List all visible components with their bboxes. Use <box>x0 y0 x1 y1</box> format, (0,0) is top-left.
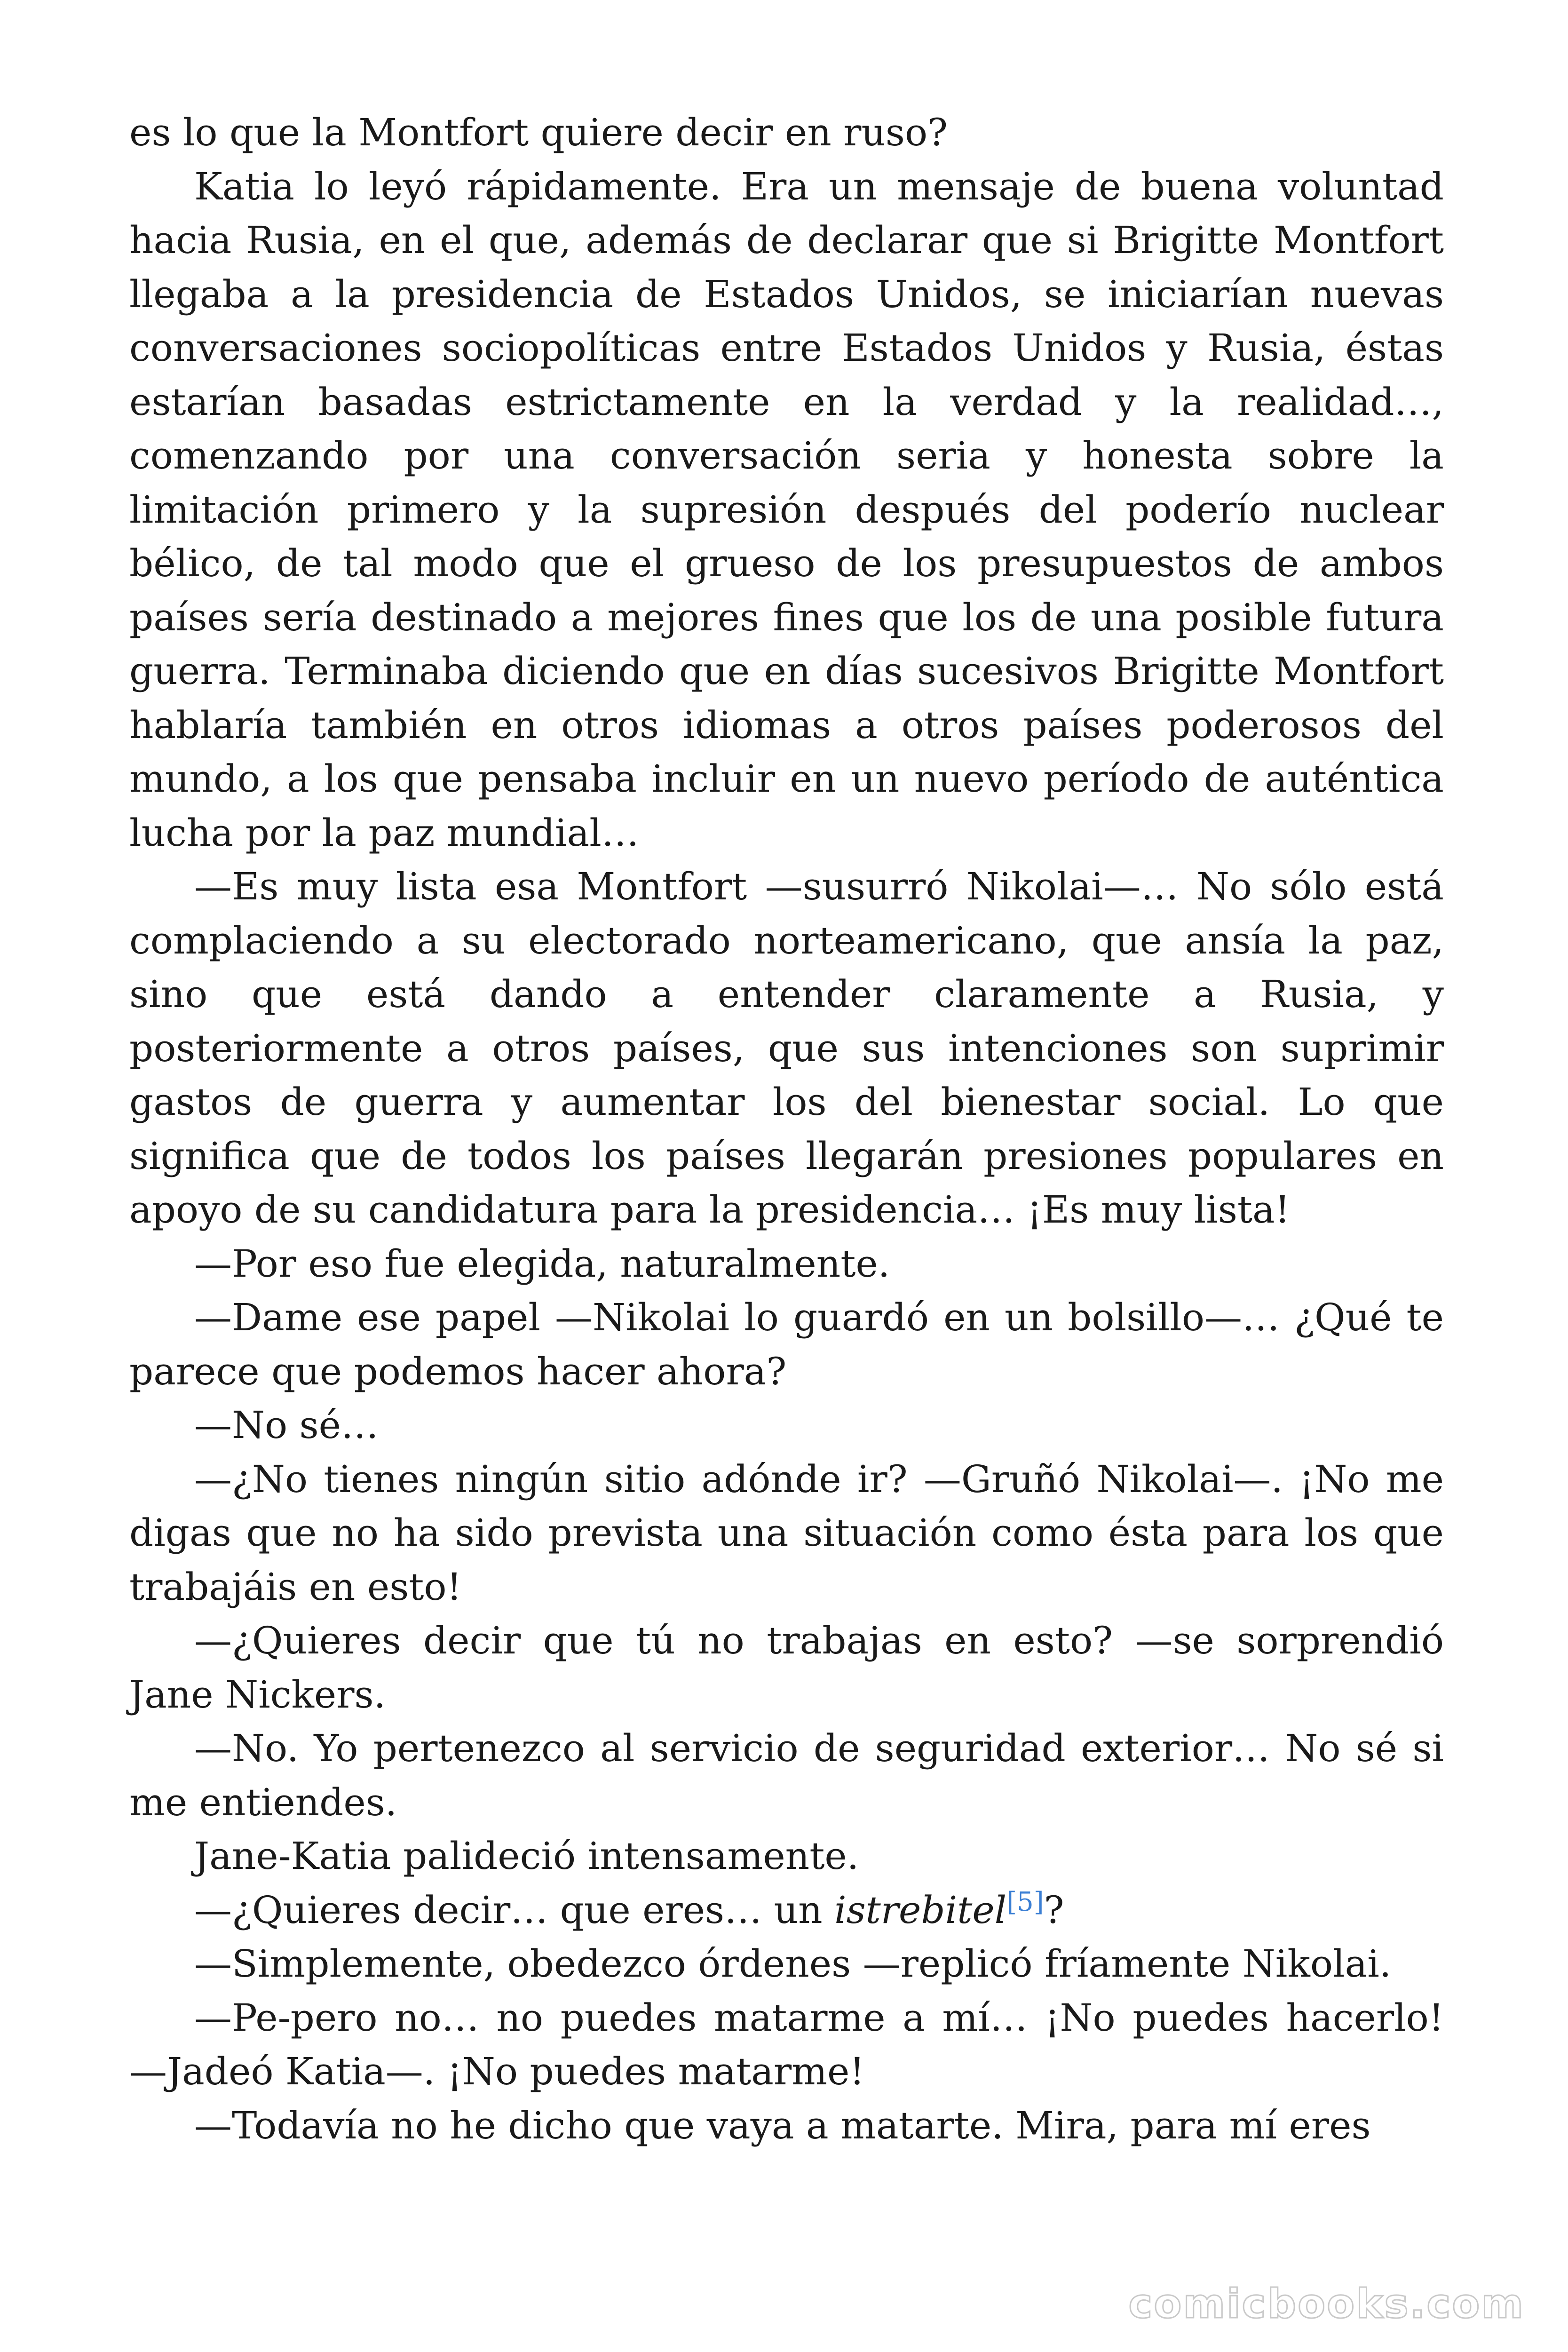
paragraph-dialogue: —Dame ese papel —Nikolai lo guardó en un bolsillo—… ¿Qué te parece que podemos hacer ahora? <box>129 1295 1444 1393</box>
book-page-text <box>129 106 1444 2153</box>
dialogue-text: —¿Quieres decir… que eres… un <box>194 1888 835 1932</box>
paragraph-dialogue: —Simplemente, obedezco órdenes —replicó fríamente Nikolai. <box>194 1942 1392 1986</box>
dialogue-text-end: ? <box>1044 1888 1064 1932</box>
paragraph-dialogue: —Es muy lista esa Montfort —susurró Nikolai—… No sólo está complaciendo a su electorado norteamericano, que ansía la paz, sino que está dando a entender claramente a Rusia, y posteriormente a otros países, que sus intenciones son suprimir gastos de guerra y aumentar los del bienestar social. Lo que significa que de todos los países llegarán presiones populares en apoyo de su candidatura para la presidencia… ¡Es muy lista! <box>129 865 1444 1232</box>
paragraph-dialogue: —Pe-pero no… no puedes matarme a mí… ¡No puedes hacerlo! —Jadeó Katia—. ¡No puedes matarme! <box>129 1995 1444 2093</box>
paragraph-dialogue: —No. Yo pertenezco al servicio de seguridad exterior… No sé si me entiendes. <box>129 1726 1444 1824</box>
paragraph-dialogue: —¿No tienes ningún sitio adónde ir? —Gruñó Nikolai—. ¡No me digas que no ha sido prevista una situación como ésta para los que trabajáis en esto! <box>129 1457 1444 1609</box>
watermark-logo: comicbooks.com <box>1128 2280 1525 2328</box>
paragraph-dialogue: —Por eso fue elegida, naturalmente. <box>194 1241 890 1286</box>
paragraph-continuation: es lo que la Montfort quiere decir en ruso? <box>129 111 948 154</box>
footnote-link[interactable]: [5] <box>1006 1886 1044 1917</box>
paragraph-dialogue-footnoted <box>129 1883 1444 1938</box>
paragraph-dialogue-last: —Todavía no he dicho que vaya a matarte. Mira, para mí eres <box>194 2103 1371 2147</box>
paragraph-narration: Katia lo leyó rápidamente. Era un mensaje de buena voluntad hacia Rusia, en el que, además de declarar que si Brigitte Montfort llegaba a la presidencia de Estados Unidos, se iniciarían nuevas conversaciones sociopolíticas entre Estados Unidos y Rusia, éstas estarían basadas estrictamente en la verdad y la realidad…, comenzando por una conversación seria y honesta sobre la limitación primero y la supresión después del poderío nuclear bélico, de tal modo que el grueso de los presupuestos de ambos países sería destinado a mejores fines que los de una posible futura guerra. Terminaba diciendo que en días sucesivos Brigitte Montfort hablaría también en otros idiomas a otros países poderosos del mundo, a los que pensaba incluir en un nuevo período de auténtica lucha por la paz mundial… <box>129 164 1444 855</box>
paragraph-dialogue: —No sé… <box>194 1403 379 1447</box>
paragraph-dialogue: —¿Quieres decir que tú no trabajas en esto? —se sorprendió Jane Nickers. <box>129 1619 1444 1716</box>
italic-term: istrebitel <box>834 1888 1007 1932</box>
paragraph-narration: Jane-Katia palideció intensamente. <box>194 1834 859 1878</box>
